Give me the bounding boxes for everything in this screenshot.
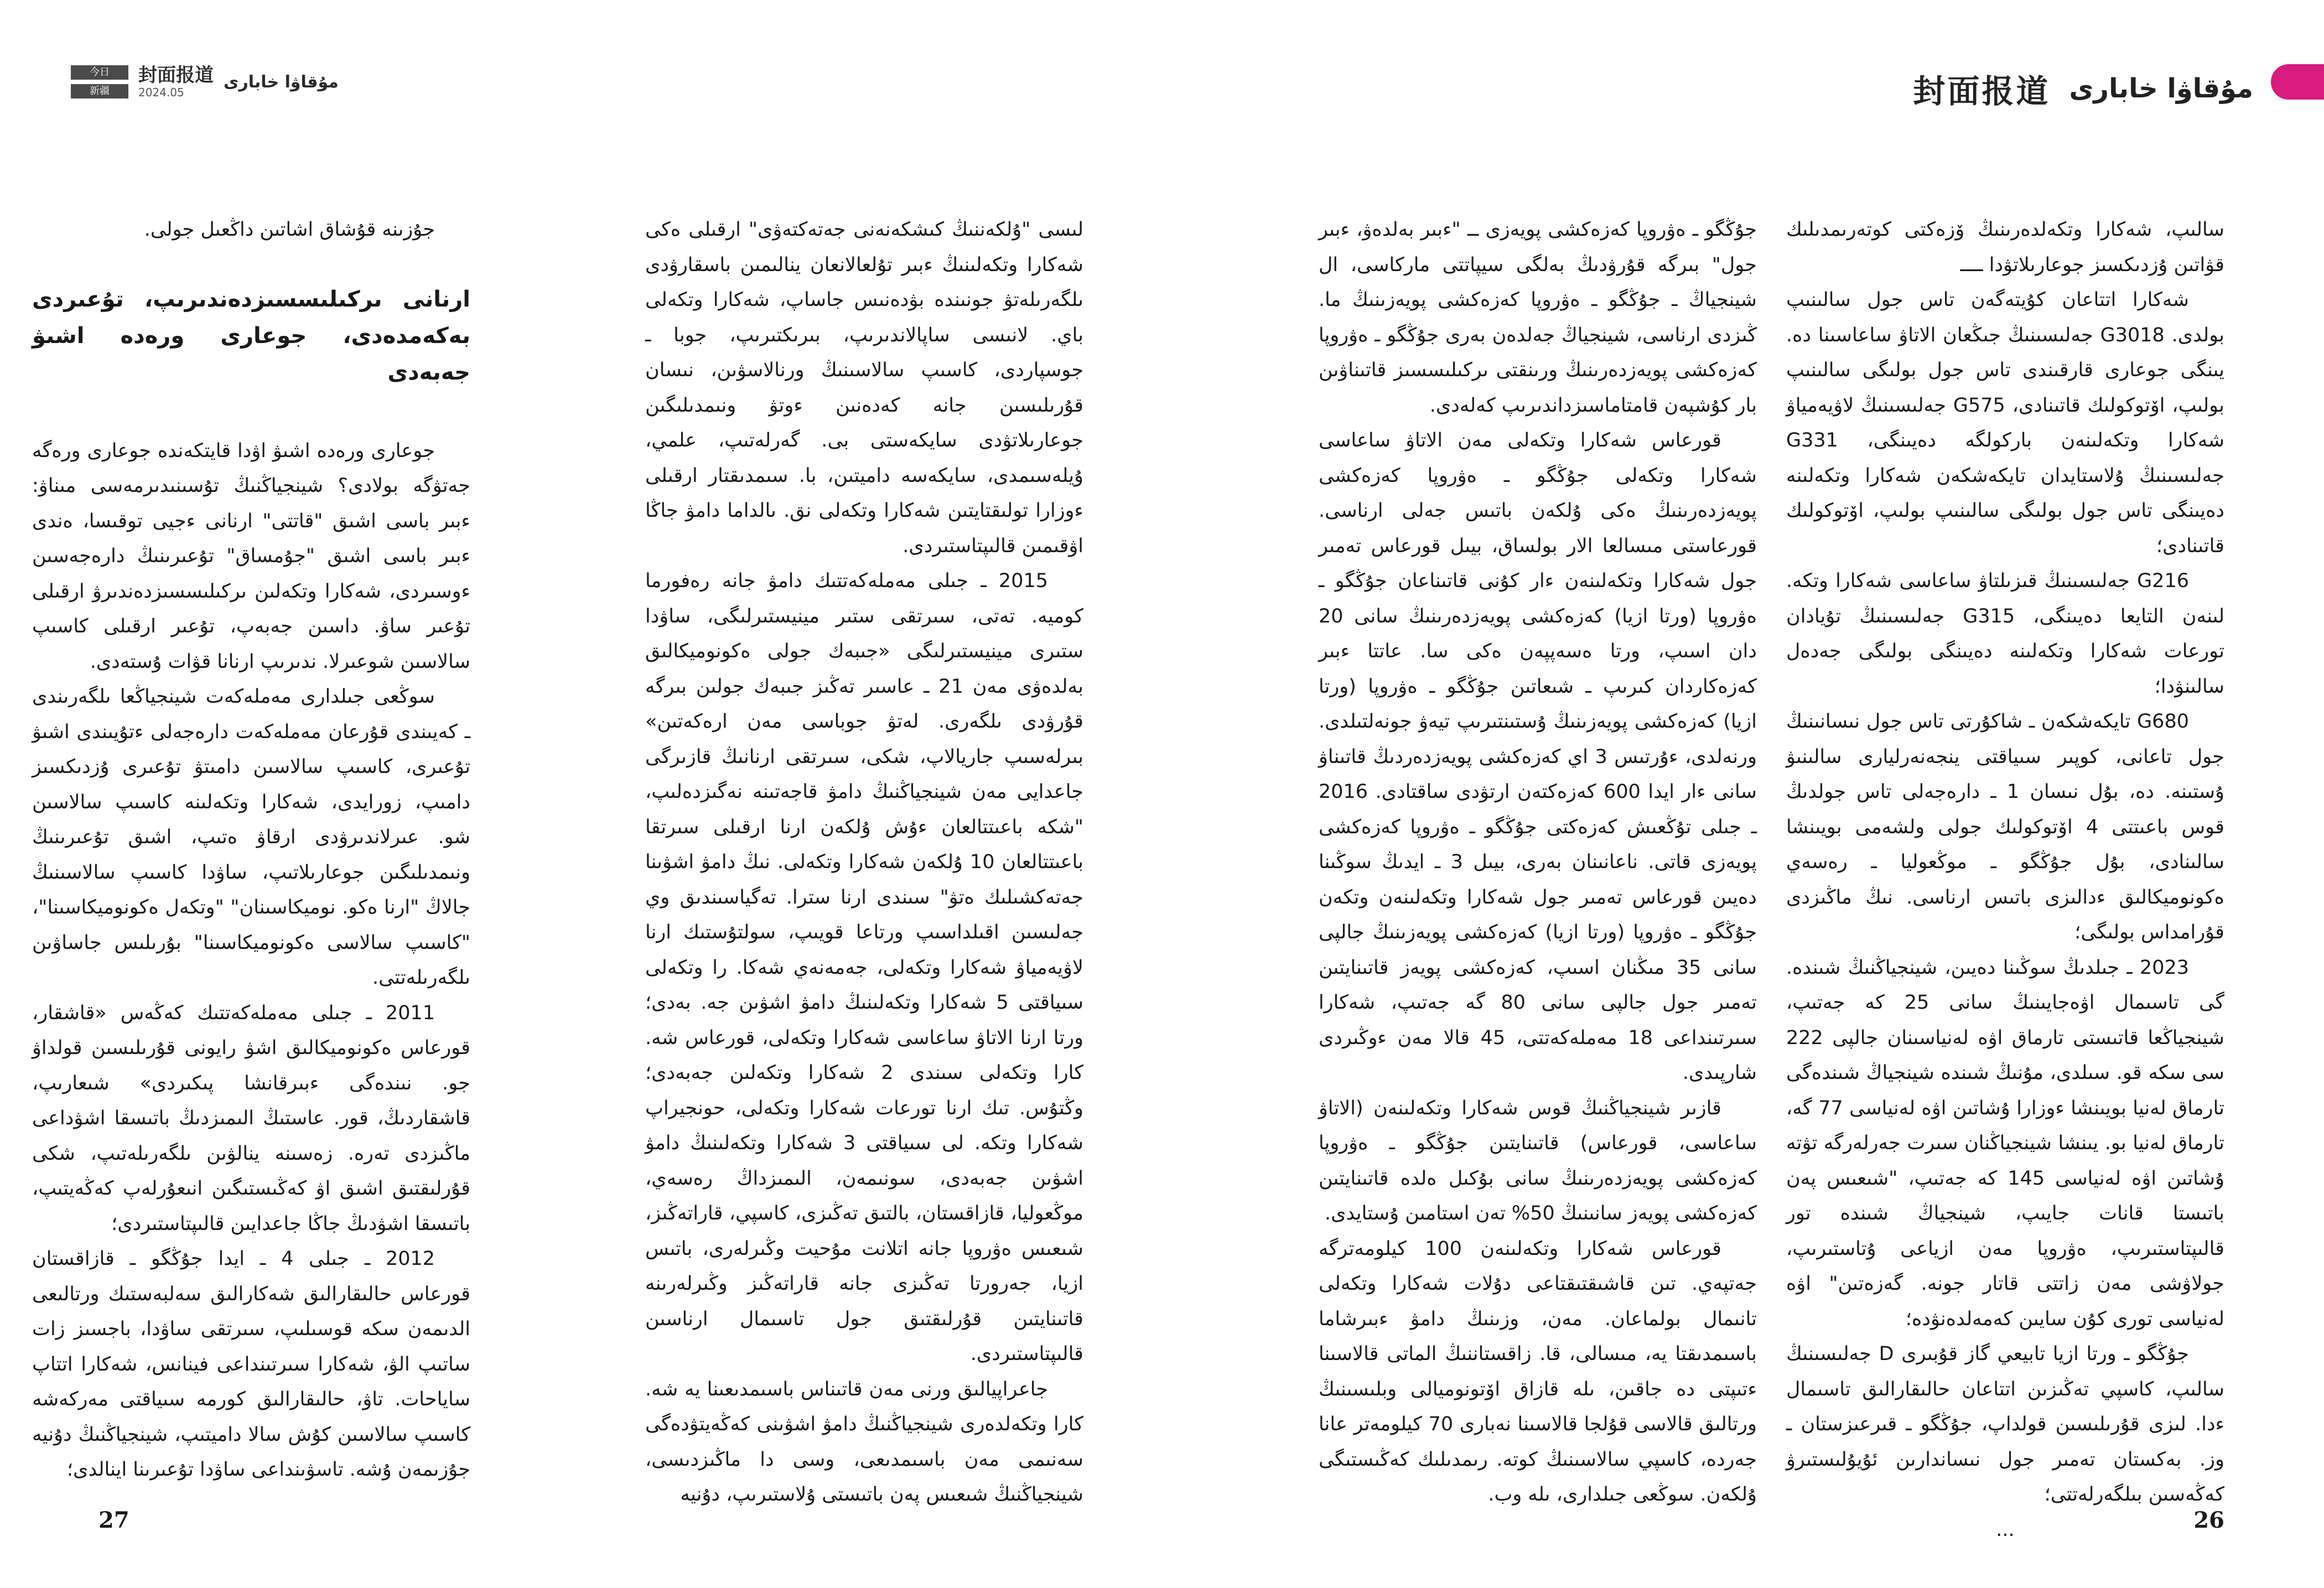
text-column-c2 [1319, 212, 1757, 1506]
page-number-right: 26 [2193, 1507, 2224, 1533]
left-header-brand-block [138, 66, 214, 98]
left-header-issue: 2024.05 [138, 86, 184, 99]
paragraph: جوعارى ورەدە اشىۋ اۋدا قايتكەندە جوعارى ورەگە جەتۋگە بولادى؟ شينجياڭنىڭ تۇسىنىدىرمەسى مىناۋ: ءبىر باسى اشىق "قاتتى" ارنانى ءجيى توقىسا، ەندى ءبىر باسى اشىق "جۇمساق" تۇعىرىنىڭ دارەجەسىن ءوسىردى، شەكارا وتكەلىن ىركىلىسسىزدەندىرۋ ارقىلى تۇعىر ساۋ. داسىن جەبەپ، تۇعىر ارقىلى كاسىپ سالاسىن شوعىرلا. ندىرىپ ارنانا قۋات ۇستەدى. [32, 439, 470, 673]
paragraph: 2012 ـ جىلى 4 ـ ايدا جۇڭگو ـ قازاقستان قورعاس حالىقارالىق شەكارالىق سەلبەستىك ورتالىعى الدىمەن سكە قوسىلىپ، سىرتقى ساۋدا، باجسىز زات ساتىپ الۋ، شەكارا سىرتىنداعى فينانس، شەكارا اتتاپ ساياحات. تاۋ، حالىقارالىق كورمە سىياقتى مەركەشە كاسىپ سالاسىن كۇش سالا داميتىپ، شينجياڭنىڭ دۇنيە جۇزىمەن ۇشە. تاسۋىنداعى ساۋدا تۇعىرىنا اينالدى؛ [32, 1248, 470, 1481]
right-header-brand: 封面报道 [1913, 72, 2051, 110]
left-header-column-title: مۇقاۋا خابارى [224, 72, 339, 92]
right-page-header [1913, 65, 2253, 112]
paragraph: جۇڭگو ـ ەۋروپا كەزەكشى پويەزى ــ "ءبىر بەلدەۋ، ءبىر جول" بىرگە قۇرۋدىڭ بەلگى سيپاتتى ماركاسى، ال شينجياڭ ـ جۇڭگو ـ ەۋروپا كەزەكشى پويەزىنىڭ ما. ڭىزدى ارناسى، شينجياڭ جەلدەن بەرى جۇڭگو ـ ەۋروپا كەزەكشى پويەزدەرىنىڭ ورىنقتى ىركىلىسسىز قاتىناۋىن بار كۇشپەن قامتاماسىزداندىرىپ كەلەدى. [1319, 219, 1757, 417]
section-color-tab [2271, 64, 2324, 100]
paragraph: جۇزىنە قۇشاق اشاتىن داڭعىل جولى. [144, 219, 435, 241]
paragraph: 2015 ـ جىلى مەملەكەتتىك دامۋ جانە رەفورما كوميە. تەتى، سىرتقى ستىر مينيستىرلىگى، ساۋدا ستىرى مينيستىرلىگى «جىبەك جولى ەكونوميكالىق بەلدەۋى مەن 21 ـ عاسىر تەڭىز جىبەك جولىن بىرگە قۇرۋدى ىلگەرى. لەتۋ جوباسى مەن ارەكەتىن» بىرلەسىپ جاريالاپ، شكى، سىرتقى ارنانىڭ قازىرگى جاعدايى مەن شينجياڭنىڭ دامۋ قاجەتىنە نەگىزدەلىپ، "شكە باعىتتالعان ءۇش ۇلكەن ارنا ارقىلى سىرتقا باعىتتالعان 10 ۇلكەن شەكارا وتكەلى. نىڭ دامۋ اشۋىنا جەتەكشىلىك ەتۋ" سىندى ارنا سترا. تەگياسىندىق وي جەلىسىن اقىلداسىپ ورتاعا قويىپ، سولتۇستىك ارنا لاۋيەمياۋ شەكارا وتكەلى، جەمەنەي شەكا. را وتكەلى سىياقتى 5 شەكارا وتكەلىنىڭ دامۋ اشۋىن جە. بەدى؛ ورتا ارنا الاتاۋ ساعاسى شەكارا وتكەلى، قورعاس شە. كارا وتكەلى سىندى 2 شەكارا وتكەلىن جەبەدى؛ وڭتۇس. تىك ارنا تورعات شەكارا وتكەلى، حونجيراپ شەكارا وتكە. لى سىياقتى 3 شەكارا وتكەلىنىڭ دامۋ اشۋىن جەبەدى، سونىمەن، الىمىزداڭ رەسەي، موڭعوليا، قازاقستان، بالتىق تەڭىزى، كاسپي، قاراتەڭىز، شىعىس ەۋروپا جانە اتلانت مۇحيت وڭىرلەرى، باتىس ازيا، جەرورتا تەڭىزى جانە قاراتەڭىز وڭىرلەرىنە قاتىنايتىن قۇرلىقتىق جول تاسىمال ارناسىن قالىپتاستىردى. [645, 570, 1084, 1365]
paragraph-ellipsis: ... [1996, 1518, 2015, 1541]
text-column-c5 [32, 212, 470, 1481]
right-header-column-title: مۇقاۋا خابارى [2069, 73, 2253, 104]
paragraph: 2023 ـ جىلدىڭ سوڭىنا دەيىن، شينجياڭنىڭ شىندە. گى تاسىمال اۋەجايىنىڭ سانى 25 كە جەتىپ، شينجياڭعا قاتىستى تارماق اۋە لەنياسىنان جالپى 222 سى سكە قو. سىلدى، مۇنىڭ شىندە شينجياڭ شىندەگى تارماق لەنيا بويىنشا ءوزارا ۇشاتىن اۋە لەنياسى 77 گە، تارماق لەنيا بو. يىنشا شينجياڭنان سىرت جەرلەرگە تۋتە ۇشاتىن اۋە لەنياسى 145 كە جەتىپ، "شىعىس پەن باتىستا قانات جايىپ، شينجياڭ شىندە تور قالىپتاستىرىپ، ەۋروپا مەن ازياعى ۇتاستىرىپ، جولاۋشى مەن زاتتى قاتار جونە. گەزەتىن" اۋە لەنياسى تورى كۇن سايىن كەمەلدەنۋدە؛ [1786, 956, 2225, 1330]
left-page-header [71, 65, 339, 98]
magazine-logo [71, 65, 128, 98]
logo-bottom-text: 新疆 [71, 84, 128, 98]
text-column-c3 [645, 212, 1084, 1506]
paragraph: جۇڭگو ـ ورتا ازيا تابيعي گاز قۇبىرى D جەلىسىنىڭ سالىپ، كاسپي تەڭىزىن اتتاعان حالىقارالىق تاسىمال ءدا. لىزى قۇرىلىسىن قولداپ، جۇڭگو ـ قىرعىزستان ـ وز. بەكستان تەمىر جول نىساندارىن ئۇيۇلىستىرۋ كەڭەسىن بىلگەرلەتتى؛ [1786, 1343, 2224, 1506]
section-heading: ارنانى ىركىلىسسىزدەندىرىپ، تۇعىردى بەكەمدەدى، جوعارى ورەدە اشىۋ جەبەدى [32, 286, 470, 385]
paragraph: لىسى "ۇلكەننىڭ كىشكەنەنى جەتەكتەۋى" ارقىلى ەكى شەكارا وتكەلىنىڭ ءبىر تۇلعالانعان ينالىمىن باسقارۋدى ىلگەرىلەتۋ جونىندە بۋدەنىس جاساپ، شەكارا وتكەلى باي. لانىسى ساپالاندىرىپ، بىرىكتىرىپ، جوبا ـ جوسپاردى، كاسىپ سالاسىنىڭ ورنالاسۋىن، نىسان قۇرىلىسىن جانە كەدەنىن ءوتۋ ونىمدىلىگىن جوعارىلاتۋدى سايكەستى بى. گەرلەتىپ، علمي، ۇيلەسىمدى، سايكەسە داميتىن، با. سىمدىقتار ارقىلى ءوزارا تولىقتايتىن شەكارا وتكەلى نق. ىالداما دامۋ جاڭا اۋقىمىن قالىپتاستىردى. [645, 219, 1083, 557]
paragraph: سوڭعى جىلدارى مەملەكەت شينجياڭعا ىلگەرىندى ـ كەيىندى قۇرعان مەملەكەت دارەجەلى ءتۇيىندى اشىۋ تۇعىرى، كاسىپ سالاسىن دامىتۋ تۇعىرى ۇزدىكسىز دامىپ، زورايدى، شەكارا وتكەلىنە كاسىپ سالاسىن شو. عىرلاندىرۋدى ارقاۋ ەتىپ، اشىق تۇعىرىنىڭ ونىمدىلىگىن جوعارىلاتىپ، ساۋدا كاسىپ سالاسىنىڭ جالاڭ "ارنا ەكو. نوميكاسىنان" "وتكەل ەكونوميكاسىنا"، "كاسىپ سالاسى ەكونوميكاسىنا" بۇرىلىس جاساۋىن ىلگەرىلەتتى. [32, 686, 470, 989]
paragraph: سالىپ، شەكارا وتكەلدەرىنىڭ ۆزەكتى كوتەرىمدىلىك قۋاتىن ۇزدىكسىز جوعارىلاتۋدا ــــ [1786, 219, 2224, 276]
logo-top-text: 今日 [71, 65, 128, 80]
paragraph: قورعاس شەكارا وتكەلىنەن 100 كيلومەترگە جەتپەي. تىن قاشىقتىقتاعى دۇلات شەكارا وتكەلى تانىمال بولماعان. مەن، وزىنىڭ دامۋ ءبىرشاما باسىمدىقتا يە، مىسالى، قا. زاقستاننىڭ الماتى قالاسىنا ءتىپتى دە جاقىن، ىلە قازاق اۆتونوميالى وبلىسىنىڭ ورتالىق قالاسى قۇلجا قالاسىنا نەبارى 70 كيلومەتر عانا جەردە، كاسپي سالاسىنىڭ كوتە. رىمدىلىك كەڭىستىگى ۇلكەن. سوڭعى جىلدارى، ىلە وب. [1319, 1237, 1757, 1506]
paragraph: قورعاس شەكارا وتكەلى مەن الاتاۋ ساعاسى شەكارا وتكەلى جۇڭگو ـ ەۋروپا كەزەكشى پويەزدەرىنىڭ ەكى ۇلكەن باتىس جەلى ارناسى. قورعاستى مىسالعا الار بولساق، بيىل قورعاس تەمىر جول شەكارا وتكەلىنەن ءار كۇنى قاتىناعان جۇڭگو ـ ەۋروپا (ورتا ازيا) كەزەكشى پويەزدەرىنىڭ سانى 20 دان اسىپ، ورتا ەسەپپەن ەكى سا. عاتتا ءبىر كەزەكاردان كىرىپ ـ شىعاتىن جۇڭگو ـ ەۋروپا (ورتا ازيا) كەزەكشى پويەزىنىڭ ۇستىنتىرىپ تيەۋ جونەلتىلدى. ورنەلدى، ءۇرتىس 3 اي كەزەكشى پويەزدەردىڭ قاتىناۋ سانى ءار ايدا 600 كەزەكتەن ارتۋدى ساقتادى. 2016 ـ جىلى تۇڭعىش كەزەكتى جۇڭگو ـ ەۋروپا كەزەكشى پويەزى قاتى. ناعانىنان بەرى، بيىل 3 ـ ايدىڭ سوڭىنا دەيىن قورعاس تەمىر جول شەكارا وتكەلىنەن وتكەن جۇڭگو ـ ەۋروپا (ورتا ازيا) كەزەكشى پويەزىنىڭ جالپى سانى 35 مىڭنان اسىپ، كەزەكشى پويەز قاتىنايتىن تەمىر جول جالپى سانى 80 گە جەتىپ، شەكارا سىرتىنداعى 18 مەملەكەتتى، 45 قالا مەن ءوڭىردى شارپىدى. [1319, 429, 1757, 1084]
paragraph: G680 تايكەشكەن ـ شاكۇرتى تاس جول نىسانىنىڭ جول تاعانى، كوپىر سىياقتى ينجەنەرليارى سالىنىۋ ۇستىنە. دە، بۇل نىسان 1 ـ دارەجەلى تاس جولدىڭ قوس باعىتتى 4 اۆتوكولىك جولى ولشەمى بويىنشا سالىنادى، بۇل جۇڭگو ـ موڭعوليا ـ رەسەي ەكونوميكالىق ءدالىزى باتىس ارناسى. نىڭ ماڭىزدى قۇرامداس بولىگى؛ [1786, 710, 2224, 943]
paragraph: جاعراپيالىق ورنى مەن قاتىناس باسىمدىعىنا يە شە. كارا وتكەلدەرى شينجياڭنىڭ دامۋ اشۋىنى كەڭەيتۋدەگى سەنىمى مەن باسىمدىعى، وسى دا ماڭىزدىسى، شينجياڭنىڭ شىعىس پەن باتىستى ۇلاستىرىپ، دۇنيە [645, 1378, 1083, 1506]
page-number-left: 27 [98, 1507, 129, 1533]
right-page [1162, 0, 2324, 1588]
paragraph: G216 جەلىسىنىڭ قىزىلتاۋ ساعاسى شەكارا وتكە. لىنەن التايعا دەيىنگى، G315 جەلىسىنىڭ تۇيادان تورعات شەكارا وتكەلىنە دەيىنگى بولىگى جەدەل سالىنۋدا؛ [1786, 570, 2224, 698]
left-header-brand: 封面报道 [138, 64, 214, 86]
paragraph: 2011 ـ جىلى مەملەكەتتىك كەڭەس «قاشقار، قورعاس ەكونوميكالىق اشۋ رايونى قۇرىلىسىن قولداۋ جو. نىندەگى ءبىرقانشا پىكىردى» شىعارىپ، قاشقاردىڭ، قور. عاستىڭ الىمىزدىڭ باتىسقا اشۋداعى ماڭىزدى تەرە. زەسىنە ينالۋىن ىلگەرىلەتىپ، شكى قۇرلىقتىق اشىق اۋ كەڭىستىگىن انىعۇرلەپ كەڭەيتىپ، باتىسقا اشۋدىڭ جاڭا جاعدايىن قالىپتاستىردى؛ [32, 1001, 470, 1235]
paragraph: قازىر شينجياڭنىڭ قوس شەكارا وتكەلىنەن (الاتاۋ ساعاسى، قورعاس) قاتىنايتىن جۇڭگو ـ ەۋروپا كەزەكشى پويەزدەرىنىڭ سانى بۇكىل ەلدە قاتىنايتىن كەزەكشى پويەز سانىنىڭ 50% تەن استامىن ۇستايدى. [1319, 1097, 1757, 1224]
paragraph: شەكارا اتتاعان كۇيتەگەن تاس جول سالىنىپ بولدى. G3018 جەلىسىنىڭ جىڭعان الاتاۋ ساعاسىنا دە. يىنگى جوعارى قارقىندى تاس جول بولىگى سالىنىپ بولىپ، اۆتوكولىك قاتىنادى، G575 جەلىسىنىڭ لاۋيەمياۋ شەكارا وتكەلىنەن باركولگە دەيىنگى، G331 جەلىسىنىڭ ۇلاستايدان تايكەشكەن شەكارا وتكەلىنە دەيىنگى تاس جول بولىگى سالىنىپ بولىپ، اۆتوكولىك قاتىنادى؛ [1786, 289, 2224, 557]
